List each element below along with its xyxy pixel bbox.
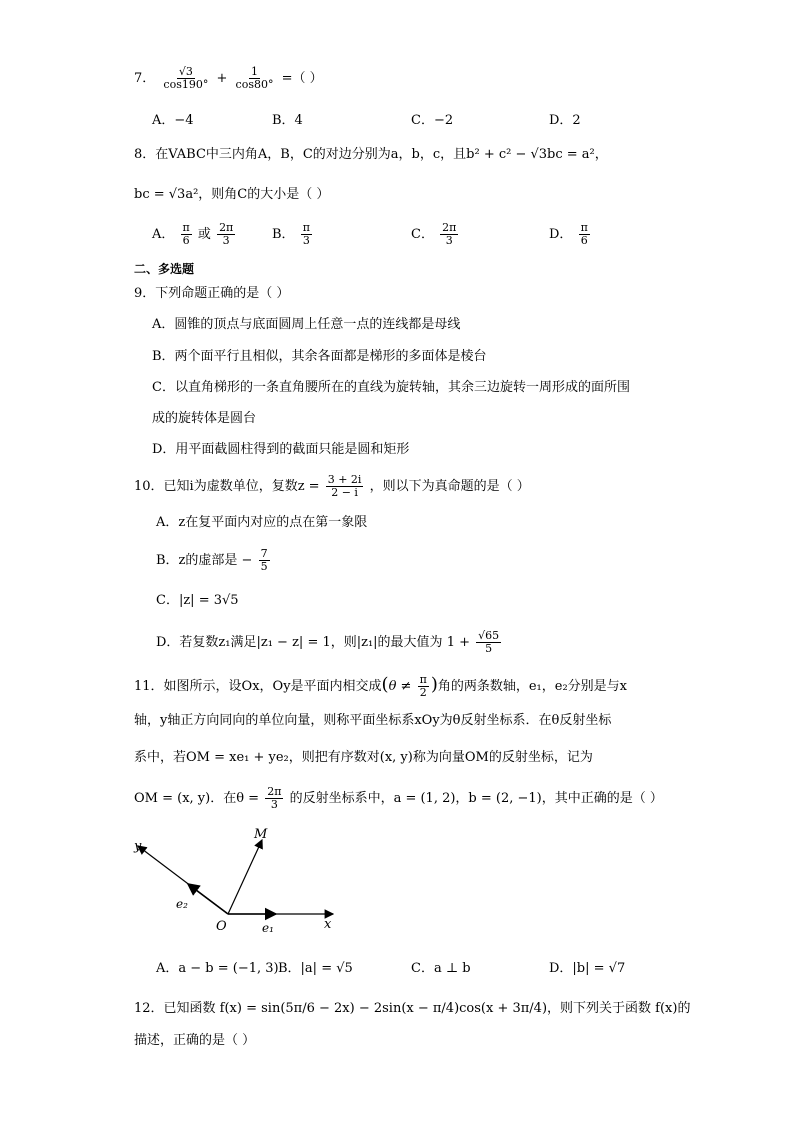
q11-stem-line-1: 11．如图所示，设Ox，Oy是平面内相交成(θ ≠ $\frac{\pi}{2}$ )角的两条数轴，e₁，e₂分别是与x [134, 673, 627, 699]
q7-option-b: B．4 [272, 113, 303, 128]
q11-stem-line-3: 系中，若OM = xe₁ + ye₂，则把有序数对(x, y)称为向量OM的反射坐标，记为 [134, 750, 593, 765]
q9-stem: 9．下列命题正确的是（ ） [134, 286, 290, 301]
q9-option-c-line-2: 成的旋转体是圆台 [152, 411, 257, 426]
origin-label: O [216, 919, 227, 934]
q9-option-b: B．两个面平行且相似，其余各面都是梯形的多面体是棱台 [152, 349, 487, 364]
e1-label: e₁ [262, 921, 274, 935]
q10-option-c: C．|z| = 3√5 [156, 593, 239, 608]
q8-option-b: B． $\frac{\pi}{3}$ [272, 221, 310, 247]
q11-stem-line-2: 轴，y轴正方向同向的单位向量，则称平面坐标系xOy为θ反射坐标系．在θ反射坐标 [134, 713, 612, 728]
q11-coordinate-figure [128, 828, 348, 938]
q7-option-d: D．2 [549, 113, 581, 128]
q12-stem-line-1: 12．已知函数 f(x) = sin(5π/6 − 2x) − 2sin(x − π/4)cos(x + 3π/4)，则下列关于函数 f(x)的 [134, 1001, 691, 1016]
q11-option-d: D．|b| = √7 [549, 961, 626, 976]
q12-stem-line-2: 描述，正确的是（ ） [134, 1033, 256, 1048]
q10-stem: 10．已知i为虚数单位，复数z = $\frac{3 + 2i}{2 - i}$ ，则以下为真命题的是（ ） [134, 473, 530, 499]
section-heading-multi-choice: 二、多选题 [134, 262, 195, 276]
q7-option-a: A．−4 [152, 113, 194, 128]
q10-option-b: B．z的虚部是 − $\frac{7}{5}$ [156, 547, 268, 573]
q11-option-a: A．a − b = (−1, 3) [156, 961, 279, 976]
q9-option-a: A．圆锥的顶点与底面圆周上任意一点的连线都是母线 [152, 317, 461, 332]
om-vector [228, 840, 262, 914]
q7-fraction-1: $\frac{√3}{\cos 190^\circ}$ [163, 65, 209, 91]
q9-option-c-line-1: C．以直角梯形的一条直角腰所在的直线为旋转轴，其余三边旋转一周形成的面所围 [152, 380, 630, 395]
q11-stem-line-4: OM = (x, y)．在θ = $\frac{2\pi}{3}$ 的反射坐标系中，a = (1, 2)，b = (2, −1)，其中正确的是（ ） [134, 785, 663, 811]
q8-option-a: A． $\frac{\pi}{6}$ 或 $\frac{2\pi}{3}$ [152, 221, 234, 247]
q7-option-c: C．−2 [411, 113, 454, 128]
q8-stem-line-1: 8．在VABC中三内角A，B，C的对边分别为a，b，c，且b² + c² − √3bc = a²， [134, 147, 608, 162]
q10-option-d: D．若复数z₁满足|z₁ − z| = 1，则|z₁|的最大值为 1 + $\frac{√65}{5}$ [156, 629, 500, 655]
point-m-label: M [254, 828, 268, 842]
y-axis-label: y [134, 839, 142, 854]
e2-label: e₂ [176, 897, 188, 911]
q7-fraction-2: $\frac{1}{\cos 80^\circ}$ [235, 65, 274, 91]
q9-option-d: D．用平面截圆柱得到的截面只能是圆和矩形 [152, 442, 410, 457]
x-axis-label: x [324, 917, 332, 932]
q10-option-a: A．z在复平面内对应的点在第一象限 [156, 515, 368, 530]
q7-stem: 7． $\frac{√3}{\cos 190^\circ}$ + $\frac{1}{\cos 80^\circ}$ =（ ） [134, 65, 323, 91]
e2-vector [188, 884, 228, 914]
q10-fraction: $\frac{3 + 2i}{2 - i}$ [327, 473, 362, 499]
q8-option-c: C． $\frac{2\pi}{3}$ [411, 221, 457, 247]
q8-stem-line-2: bc = √3a²，则角C的大小是（ ） [134, 187, 330, 202]
q11-option-c: C．a ⊥ b [411, 961, 471, 976]
q11-option-b: B．|a| = √5 [278, 961, 353, 976]
q8-option-d: D． $\frac{\pi}{6}$ [549, 221, 588, 247]
q7-number: 7． [134, 71, 156, 86]
